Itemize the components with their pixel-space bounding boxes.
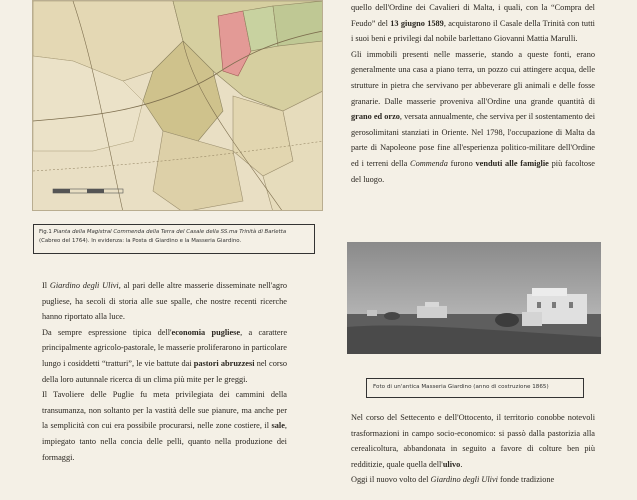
- figure-1-caption-rest: (Cabreo del 1764). In evidenza: la Posta di Giardino e la Masseria Giardino.: [39, 237, 242, 244]
- paragraph-giardino-intro: Il Giardino degli Ulivi, al pari delle altre masserie disseminate nell'agro pugliese, ha secoli di storia alle sue spalle, che nostre recenti ricerche hanno riportato alla luce.: [42, 281, 287, 322]
- masseria-photo: [347, 242, 601, 354]
- figure-2-caption: Foto di un'antica Masseria Giardino (anno di costruzione 1865): [366, 378, 584, 398]
- figure-1-caption: [33, 224, 315, 254]
- paragraph-compra-del-feudo: quello dell'Ordine dei Cavalieri di Malta, i quali, con la “Compra del Feudo” del 13 giugno 1589, acquistarono il Casale della Trinità con tutti i suoi beni e privilegi dal nobile barlettano Giovanni Mattia Marulli.: [351, 3, 595, 44]
- right-top-column: [351, 0, 595, 187]
- historical-map-image: [32, 0, 323, 211]
- figure-1-caption-lead: Fig.1: [39, 229, 52, 235]
- masseria-photo-drawing: [347, 242, 601, 354]
- figure-1-caption-title: Pianta della Magistral Commenda della Terra del Casale della SS.ma Trinità di Barletta: [53, 229, 287, 235]
- right-bottom-column: [351, 410, 595, 488]
- paragraph-settecento: Nel corso del Settecento e dell'Ottocento, il territorio conobbe notevoli trasformazioni in campo socio-economico: si passò dalla pastorizia alla cerealicoltura, abbandonata in seguito a favore di colture ben più redditizie, quale quella dell'ulivo.: [351, 413, 595, 469]
- map-drawing: [33, 1, 323, 211]
- paragraph-tavoliere: Il Tavoliere delle Puglie fu meta privilegiata dei cammini della transumanza, non soltanto per la vastità delle sue pianure, ma anche per la semplicità con cui era possibile procurarsi, nelle zone costiere, il sale, impiegato tanto nella concia delle pelli, quanto nella produzione dei formaggi.: [42, 390, 287, 462]
- left-middle-column: [42, 278, 287, 465]
- paragraph-oggi: Oggi il nuovo volto del Giardino degli Ulivi fonde tradizione: [351, 475, 555, 485]
- paragraph-economia-pugliese: Da sempre espressione tipica dell'economia pugliese, a carattere principalmente agricolo-pastorale, le masserie proliferarono in particolare lungo i cosiddetti “tratturi”, le vie battute dai pastori abruzzesi nel corso della loro autunnale ricerca di un clima più mite per le greggi.: [42, 327, 287, 384]
- paragraph-immobili-masserie: Gli immobili presenti nelle masserie, stando a queste fonti, erano generalmente una casa a piano terra, un pozzo cui attingere acqua, delle strutture in pietra che servivano per abbeverare gli animali e delle fosse granarie. Dalle masserie proveniva all'Ordine una grande quantità di grano ed orzo, versata annualmente, che serviva per il sostentamento dei gerosolimitani stanziati in Oriente. Nel 1798, l'occupazione di Malta da parte di Napoleone pose fine all'esperienza politico-militare dell'Ordine ed i terreni della Commenda furono venduti alle famiglie più facoltose del luogo.: [351, 49, 595, 184]
